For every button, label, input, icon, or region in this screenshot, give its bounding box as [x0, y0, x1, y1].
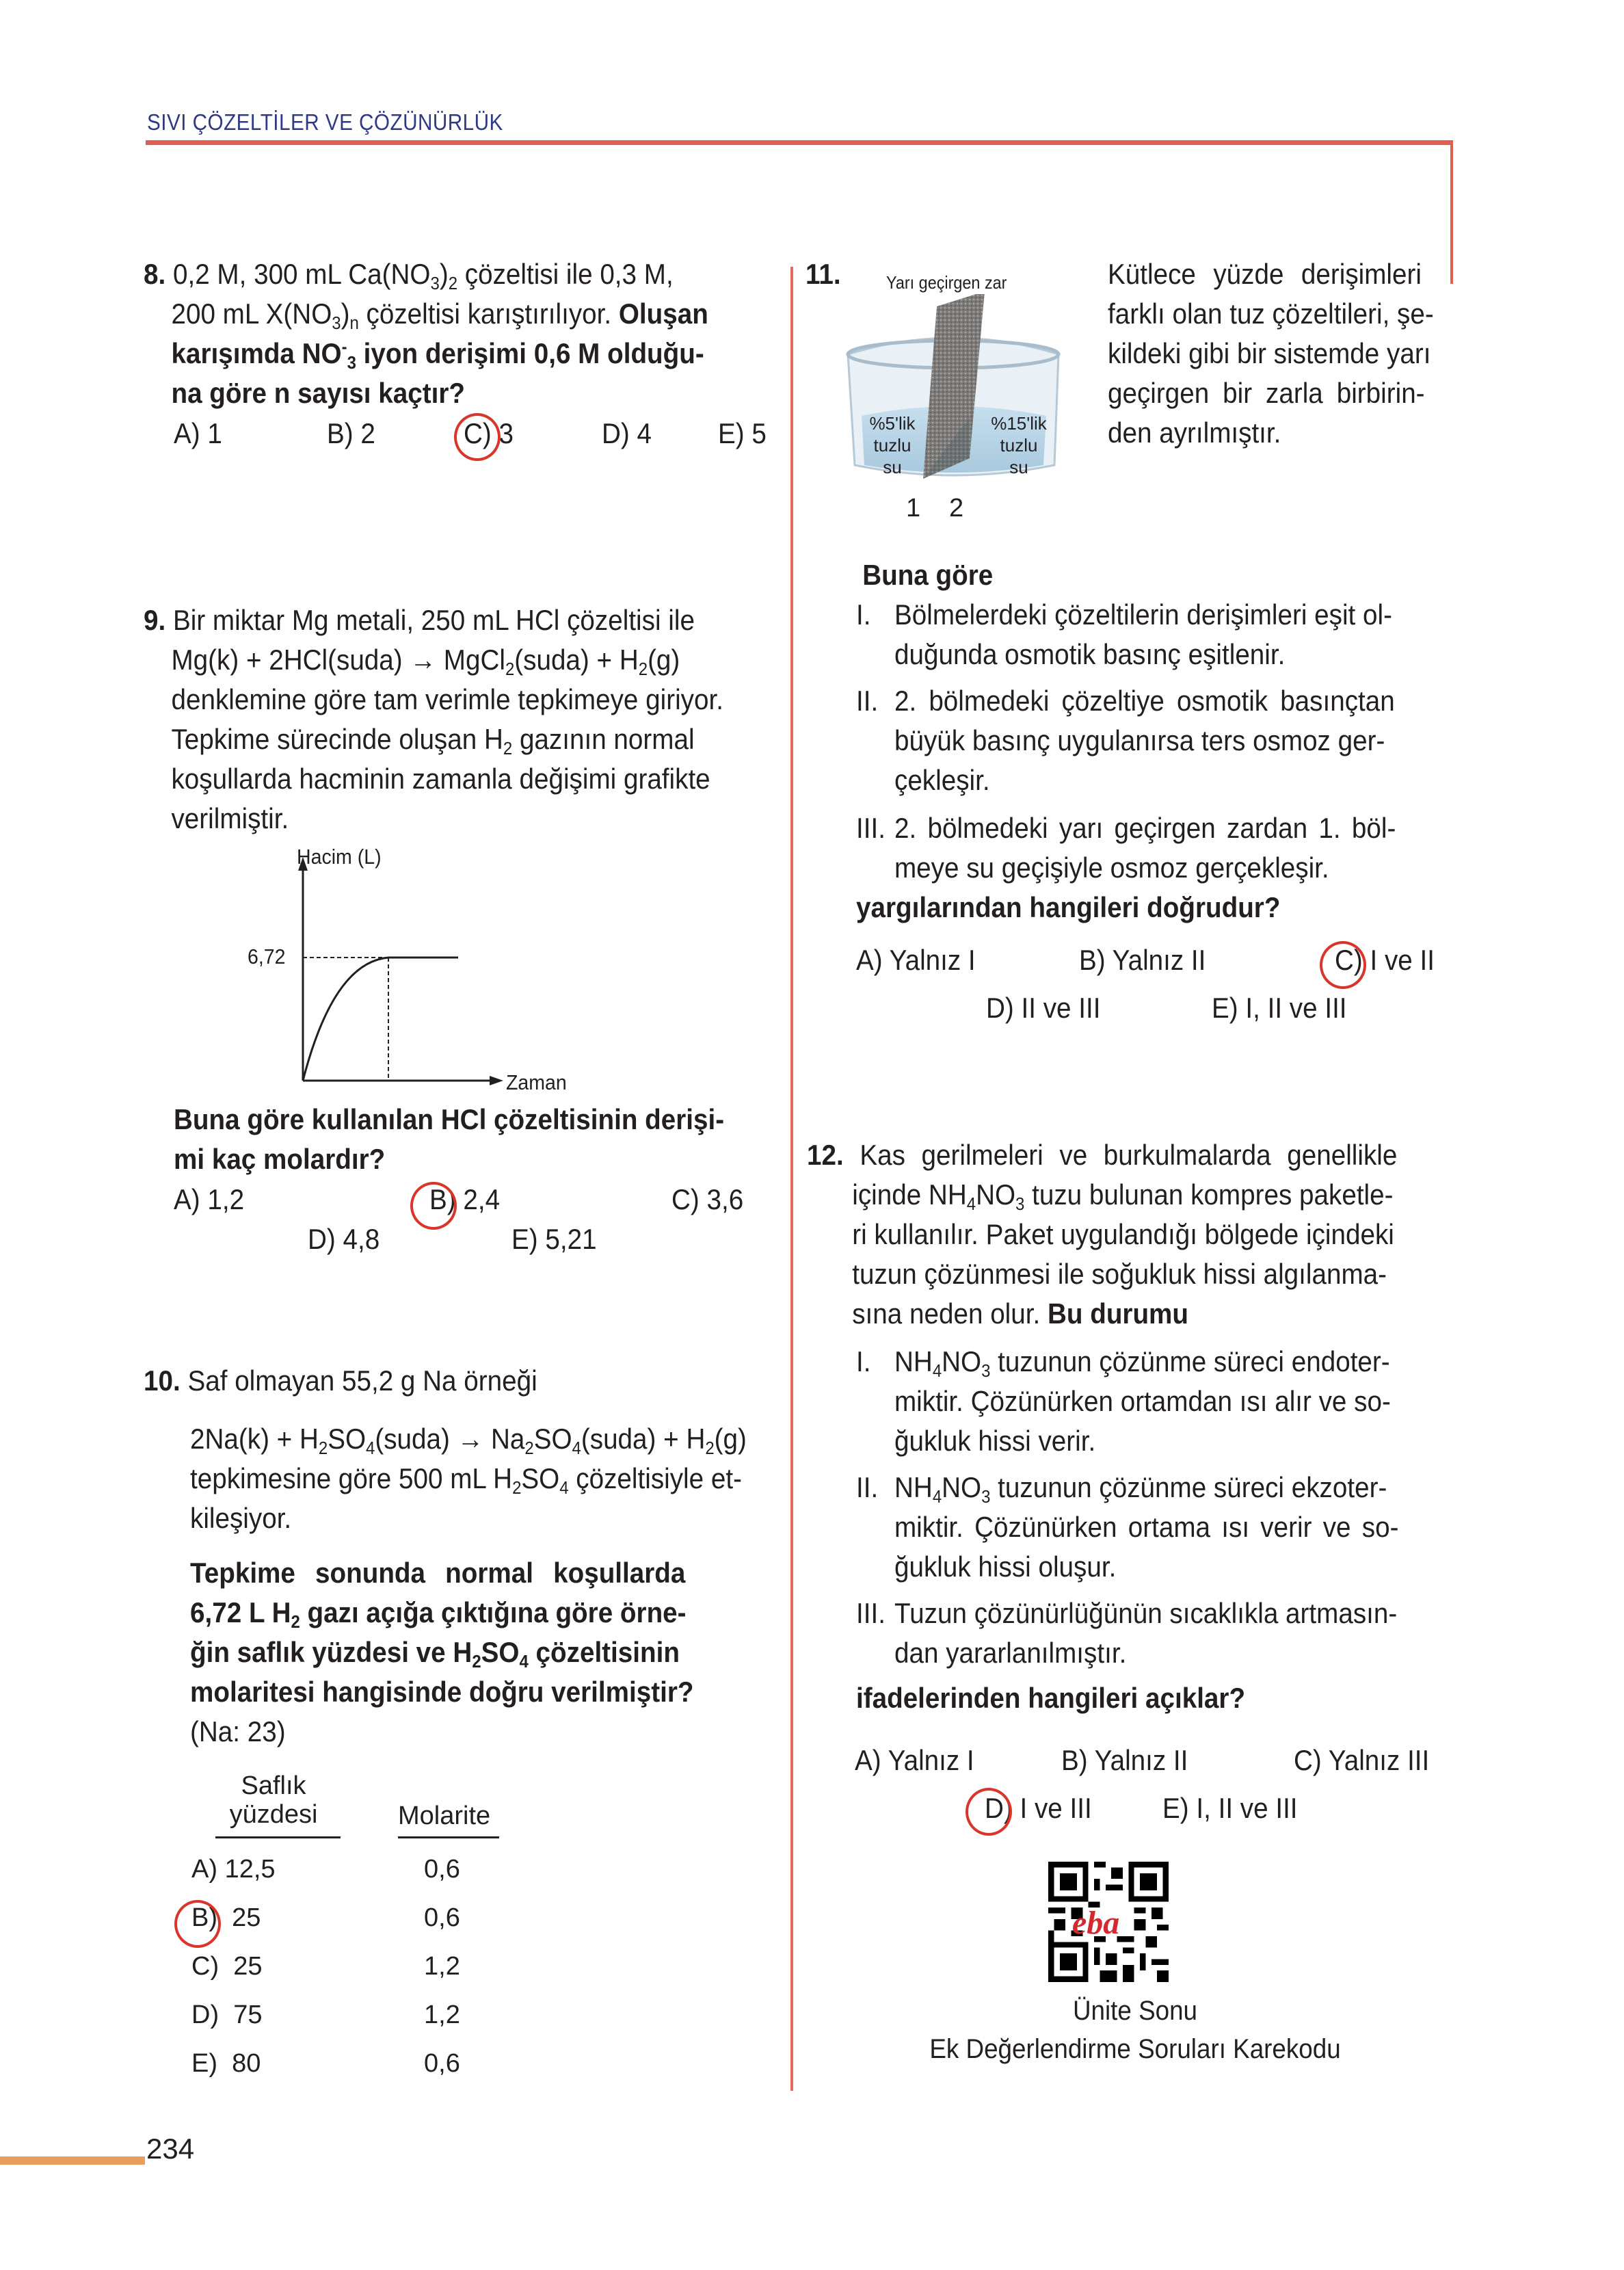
footer-bar	[0, 2156, 145, 2165]
q11-statements: Buna göre I. Bölmelerdeki çözeltilerin derişimleri eşit ol- duğunda osmotik basınç eşitlenir. II. 2. bölmedeki çözeltiye osmotik basınçtan büyük basınç uygulanırsa ters osmoz ger- çekleşir. III. 2. bölmedeki yarı geçirgen zardan 1. böl- meye su geçişiyle osmoz gerçekleşir. yargılarından hangileri doğrudur?	[856, 555, 1437, 927]
qr-code[interactable]	[1048, 1862, 1169, 1982]
question-8	[144, 254, 773, 413]
chart-svg	[232, 845, 615, 1091]
compartment-1-label: %5'lik tuzlu su	[869, 413, 916, 477]
q8-line1: 8. 0,2 M, 300 mL $Ca(NO_3)_2$ çözeltisi ile 0,3 M,	[144, 258, 674, 293]
table-row[interactable]: C) 25	[191, 1952, 263, 1981]
q9-option-d[interactable]: D) 4,8	[308, 1223, 380, 1255]
answer-mark-circle	[174, 1900, 221, 1948]
answer-mark-circle	[410, 1182, 457, 1230]
q10-answer-table: Saflık yüzdesi Molarite A) 12,5 0,6 B) 25 0,6 C) 25 1,2 D) 75 1,2 E) 80 0,6	[185, 1771, 527, 2086]
q8-option-b[interactable]: B) 2	[327, 417, 375, 449]
q8-option-a[interactable]: A) 1	[174, 417, 222, 449]
table-row[interactable]: E) 80	[191, 2049, 261, 2078]
statement-3: III. 2. bölmedeki yarı geçirgen zardan 1. böl- meye su geçişiyle osmoz gerçekleşir.	[856, 812, 1396, 884]
q12-option-a[interactable]: A) Yalnız I	[855, 1744, 974, 1776]
answer-mark-circle	[1320, 941, 1366, 989]
answer-mark-circle	[966, 1788, 1012, 1836]
header-rule	[146, 140, 1453, 145]
table-row[interactable]: A) 12,5	[191, 1855, 276, 1884]
question-12: 12. Kas gerilmeleri ve burkulmalarda genellikle içinde $NH_4NO_3$ tuzu bulunan kompres paketle- ri kullanılır. Paket uygulandığı bölgede içindeki tuzun çözünmesi ile soğukluk hissi algılanma- sına neden olur. Bu durumu	[807, 1139, 1398, 1330]
statement-2: II. 2. bölmedeki çözeltiye osmotik basınçtan büyük basınç uygulanırsa ters osmoz ger- çekleşir.	[856, 685, 1395, 796]
q10-equation: $2Na(k) + H_2SO_4(suda)$ → $Na_2SO_4(suda) + H_2(g)$	[190, 1423, 747, 1458]
q8-line3: karışımda $NO^-_3$ iyon derişimi 0,6 M olduğu-	[171, 336, 704, 373]
chart-x-label: Zaman	[506, 1070, 567, 1094]
compartment-1-number: 1	[906, 494, 921, 523]
statement-1: I. $NH_4NO_3$ tuzunun çözünme süreci endoter- miktir. Çözünürken ortamdan ısı alır ve so- ğukluk hissi verir.	[856, 1345, 1391, 1457]
chart-y-tick: 6,72	[248, 945, 286, 968]
answer-mark-circle	[454, 413, 501, 461]
statement-2: II. $NH_4NO_3$ tuzunun çözünme süreci ekzoter- miktir. Çözünürken ortama ısı verir ve so- ğukluk hissi oluşur.	[856, 1471, 1399, 1583]
q9-option-b[interactable]: B) 2,4	[429, 1183, 501, 1215]
page-number: 234	[146, 2133, 195, 2165]
chart-y-label: Hacim (L)	[297, 845, 382, 869]
q12-statements: I. $NH_4NO_3$ tuzunun çözünme süreci endoter- miktir. Çözünürken ortamdan ısı alır ve so- ğukluk hissi verir. II. $NH_4NO_3$ tuzunun çözünme süreci ekzoter- miktir. Çözünürken ortama ısı verir ve so- ğukluk hissi oluşur. III. Tuzun çözünürlüğünün sıcaklıkla artmasın- dan yararlanılmıştır. ifadelerinden hangileri açıklar?	[856, 1342, 1437, 1718]
statement-3: III. Tuzun çözünürlüğünün sıcaklıkla artmasın- dan yararlanılmıştır.	[856, 1597, 1398, 1669]
compartment-2-label: %15'lik tuzlu su	[991, 413, 1047, 477]
q11-option-a[interactable]: A) Yalnız I	[856, 944, 976, 976]
question-10: 10. Saf olmayan 55,2 g Na örneği	[144, 1364, 537, 1397]
volume-time-chart	[232, 845, 615, 1094]
table-row[interactable]: D) 75	[191, 2001, 263, 2029]
q10-body: $2Na(k) + H_2SO_4(suda)$ → $Na_2SO_4(suda) + H_2(g)$ tepkimesine göre 500 mL $H_2SO_4$ çözeltisiyle et- kileşiyor. Tepkime sonunda normal koşullarda 6,72 L $H_2$ gazı açığa çıktığına göre örne- ğin saflık yüzdesi ve $H_2SO_4$ çözeltisinin molaritesi hangisinde doğru verilmiştir? (Na: 23)	[190, 1419, 778, 1752]
q11-intro: Kütlece yüzde derişimleri farklı olan tuz çözeltileri, şe- kildeki gibi bir sistemde yarı geçirgen bir zarla birbirin- den ayrılmıştır.	[1108, 258, 1434, 449]
statement-1: I. Bölmelerdeki çözeltilerin derişimleri eşit ol- duğunda osmotik basınç eşitlenir.	[856, 598, 1392, 670]
col-header-molarity: Molarite	[398, 1802, 491, 1830]
q11-option-e[interactable]: E) I, II ve III	[1212, 992, 1347, 1024]
column-divider	[790, 267, 793, 2091]
q8-option-e[interactable]: E) 5	[718, 417, 767, 449]
header-underline	[398, 1836, 499, 1838]
membrane-label: Yarı geçirgen zar	[886, 272, 1007, 293]
q11-option-c[interactable]: C) I ve II	[1335, 944, 1435, 976]
header-underline	[215, 1836, 341, 1838]
q8-option-d[interactable]: D) 4	[602, 417, 652, 449]
q8-option-c[interactable]: C) 3	[464, 417, 514, 449]
beaker-figure	[841, 267, 1067, 527]
compartment-2-number: 2	[949, 494, 964, 523]
q8-question: na göre n sayısı kaçtır?	[171, 377, 466, 409]
chapter-title: SIVI ÇÖZELTİLER VE ÇÖZÜNÜRLÜK	[147, 109, 503, 135]
q9-option-a[interactable]: A) 1,2	[174, 1183, 245, 1215]
q9-option-c[interactable]: C) 3,6	[671, 1183, 744, 1215]
qr-caption: Ünite Sonu Ek Değerlendirme Soruları Karekodu	[929, 1996, 1341, 2064]
q12-option-e[interactable]: E) I, II ve III	[1162, 1792, 1298, 1824]
q8-line2: 200 mL $X(NO_3)_n$ çözeltisi karıştırılıyor. Oluşan	[171, 298, 708, 333]
q9-equation: Mg(k) + 2HCl(suda) → MgCl$_2$(suda) + $H_2(g)$	[171, 644, 680, 679]
eba-logo: eba	[1072, 1905, 1120, 1941]
q12-option-d[interactable]: D) I ve III	[985, 1792, 1092, 1824]
q9-question: Buna göre kullanılan HCl çözeltisinin derişi- mi kaç molardır?	[174, 1103, 725, 1175]
q11-option-b[interactable]: B) Yalnız II	[1079, 944, 1206, 976]
col-header-purity: Saflık yüzdesi	[229, 1771, 318, 1829]
question-9: 9. Bir miktar Mg metali, 250 mL HCl çözeltisi ile Mg(k) + 2HCl(suda) → MgCl$_2$(suda) + $H_2(g)$ denklemine göre tam verimle tepkimeye giriyor. Tepkime sürecinde oluşan $H_2$ gazının normal koşullarda hacminin zamanla değişimi grafikte verilmiştir.	[144, 601, 786, 839]
q12-option-b[interactable]: B) Yalnız II	[1061, 1744, 1188, 1776]
q9-option-e[interactable]: E) 5,21	[511, 1223, 597, 1255]
q11-option-d[interactable]: D) II ve III	[986, 992, 1101, 1024]
table-row[interactable]: B) 25	[191, 1903, 261, 1932]
header-right-rule	[1450, 140, 1453, 284]
q11-number: 11.	[806, 258, 841, 290]
q12-option-c[interactable]: C) Yalnız III	[1294, 1744, 1430, 1776]
